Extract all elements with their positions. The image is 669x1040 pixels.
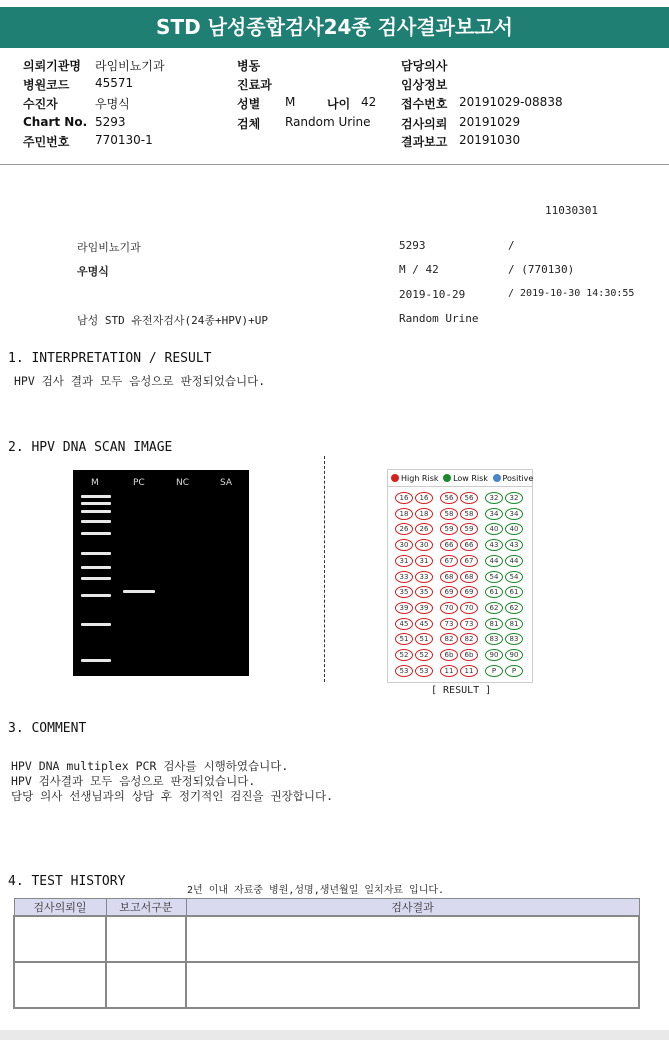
hpv-type-cell: 11 [460,665,478,677]
hpv-type-cell: P [505,665,523,677]
ladder-band [81,594,111,597]
patient-row [23,95,130,112]
summary-slash: / [508,239,515,252]
hpv-type-cell: 70 [440,602,458,614]
table-cell [106,962,186,1008]
dept-label: 진료과 [237,78,272,92]
sex-value: M [285,95,296,109]
resident-row [23,133,153,150]
hpv-type-cell: 45 [395,618,413,630]
hpv-type-cell: 11 [440,665,458,677]
hpv-type-cell: 35 [395,586,413,598]
hpv-type-cell: 30 [415,539,433,551]
hpv-type-cell: 68 [460,571,478,583]
resident-label: 주민번호 [23,135,70,149]
hpv-type-cell: 39 [415,602,433,614]
history-header-row [14,899,639,917]
receipt-label: 접수번호 [401,97,448,111]
hpv-type-cell: 43 [505,539,523,551]
specimen-label: 검체 [237,117,261,131]
summary-test-name: 남성 STD 유전자검사(24종+HPV)+UP [77,314,268,327]
ward-label: 병동 [237,59,261,73]
hpv-type-cell: 73 [440,618,458,630]
hpv-type-cell: 90 [485,649,503,661]
ladder-band [81,552,111,555]
request-row [401,115,521,132]
institution-value: 라임비뇨기과 [95,59,165,73]
pc-band [123,590,155,593]
section1-title: 1. INTERPRETATION / RESULT [8,351,212,366]
hpv-type-cell: 18 [415,508,433,520]
ladder-band [81,520,111,523]
hpv-type-cell: 52 [395,649,413,661]
legend-positive: Positive [502,474,534,483]
report-title: STD 남성종합검사24종 검사결과보고서 [0,7,669,48]
ladder-band [81,623,111,626]
gel-lane-label: SA [220,478,233,488]
report-label: 결과보고 [401,135,448,149]
table-cell [186,962,639,1008]
summary-chart: 5293 [399,239,426,252]
hpv-type-cell: 61 [485,586,503,598]
hpv-type-cell: 51 [395,633,413,645]
hpv-type-cell: 44 [505,555,523,567]
hpv-type-cell: 58 [440,508,458,520]
hpv-type-cell: 54 [485,571,503,583]
section2-title: 2. HPV DNA SCAN IMAGE [8,440,173,455]
summary-datetime2: / 2019-10-30 14:30:55 [508,288,635,299]
hpv-type-cell: 56 [440,492,458,504]
resident-value: 770130-1 [95,133,153,147]
hpv-type-cell: 54 [505,571,523,583]
age-value: 42 [361,95,377,109]
patient-label: 수진자 [23,97,58,111]
hpv-type-cell: 34 [505,508,523,520]
hpv-type-cell: 68 [440,571,458,583]
hpv-type-cell: 34 [485,508,503,520]
hpv-type-cell: 56 [460,492,478,504]
hpv-type-cell: 40 [485,523,503,535]
ladder-band [81,532,111,535]
hpv-type-cell: 83 [485,633,503,645]
hpv-type-cell: 82 [460,633,478,645]
section1-text: HPV 검사 결과 모두 음성으로 판정되었습니다. [14,374,266,388]
hpv-type-cell: 30 [395,539,413,551]
hpv-type-cell: 32 [485,492,503,504]
table-cell [106,916,186,962]
request-label: 검사의뢰 [401,117,448,131]
summary-date1: 2019-10-29 [399,288,466,301]
summary-specimen: Random Urine [399,312,479,325]
age-label: 나이 [327,97,351,111]
hpv-type-cell: 32 [505,492,523,504]
hospital-code-value: 45571 [95,76,134,90]
ladder-band [81,659,111,662]
history-table [13,898,640,1009]
summary-resident: / (770130) [508,263,575,276]
section4-note: 2년 이내 자료중 병원,성명,생년월일 일치자료 입니다. [187,885,445,896]
ladder-band [81,577,111,580]
hpv-type-cell: 26 [415,523,433,535]
image-divider [324,456,325,682]
hpv-type-cell: 66 [460,539,478,551]
table-row [14,916,639,962]
hpv-result-grid [387,469,533,683]
sex-row [237,95,377,112]
clinical-label: 임상정보 [401,78,448,92]
chart-row [23,115,126,129]
hpv-type-cell: 45 [415,618,433,630]
hpv-type-cell: 6b [440,649,458,661]
history-col-result: 검사결과 [186,899,639,917]
table-cell [186,916,639,962]
hpv-type-cell: 61 [505,586,523,598]
comment-line: HPV DNA multiplex PCR 검사를 시행하였습니다. [11,759,289,773]
hpv-type-cell: 67 [440,555,458,567]
hpv-type-cell: 62 [485,602,503,614]
receipt-value: 20191029-08838 [459,95,563,109]
gel-lane-label: M [91,478,99,488]
hpv-type-cell: 59 [460,523,478,535]
section3-title: 3. COMMENT [8,721,87,736]
hpv-type-cell: 26 [395,523,413,535]
chart-value: 5293 [95,115,126,129]
hpv-type-cell: 73 [460,618,478,630]
history-col-report-type: 보고서구분 [106,899,186,917]
hpv-type-cell: 66 [440,539,458,551]
positive-dot-icon [493,474,501,482]
hpv-type-cell: 69 [460,586,478,598]
hpv-type-cell: 62 [505,602,523,614]
hpv-type-cell: 6b [460,649,478,661]
institution-row [23,57,165,74]
table-cell [14,962,106,1008]
hpv-type-cell: 44 [485,555,503,567]
table-row [14,962,639,1008]
gel-image [73,470,249,676]
history-col-request-date: 검사의뢰일 [14,899,106,917]
hpv-type-cell: 51 [415,633,433,645]
hpv-type-cell: 18 [395,508,413,520]
ladder-band [81,566,111,569]
hpv-type-cell: 35 [415,586,433,598]
patient-value: 우명식 [95,97,130,111]
high-risk-dot-icon [391,474,399,482]
hpv-type-cell: 31 [395,555,413,567]
comment-line: HPV 검사결과 모두 음성으로 판정되었습니다. [11,774,256,788]
gel-lane-label: PC [133,478,145,488]
specimen-value: Random Urine [285,115,371,129]
sex-label: 성별 [237,97,261,111]
report-row [401,133,521,150]
table-cell [14,916,106,962]
hpv-type-cell: 69 [440,586,458,598]
request-value: 20191029 [459,115,521,129]
hpv-type-cell: 43 [485,539,503,551]
ladder-band [81,495,111,498]
hpv-type-cell: P [485,665,503,677]
receipt-row [401,95,563,112]
hpv-type-cell: 39 [395,602,413,614]
doctor-label: 담당의사 [401,59,448,73]
hpv-type-cell: 70 [460,602,478,614]
hpv-type-cell: 81 [505,618,523,630]
hpv-type-cell: 52 [415,649,433,661]
comment-line: 담당 의사 선생님과의 상담 후 정기적인 검진을 권장합니다. [11,789,334,803]
summary-patient: 우명식 [77,265,109,278]
hpv-type-cell: 33 [395,571,413,583]
hpv-type-cell: 58 [460,508,478,520]
hpv-type-cell: 53 [415,665,433,677]
low-risk-dot-icon [443,474,451,482]
hpv-type-cell: 81 [485,618,503,630]
legend-low-risk: Low Risk [453,474,488,483]
legend-high-risk: High Risk [401,474,439,483]
hpv-type-cell: 83 [505,633,523,645]
grid-caption: [ RESULT ] [431,685,492,696]
report-value: 20191030 [459,133,521,147]
hpv-type-cell: 82 [440,633,458,645]
hpv-type-cell: 40 [505,523,523,535]
hospital-code-row [23,76,134,93]
summary-sex-age: M / 42 [399,263,439,276]
summary-clinic: 라임비뇨기과 [77,241,141,254]
chart-label: Chart No. [23,115,88,129]
ladder-band [81,510,111,513]
specimen-row [237,115,371,132]
hpv-type-cell: 53 [395,665,413,677]
hpv-type-cell: 16 [395,492,413,504]
hpv-type-cell: 33 [415,571,433,583]
ladder-band [81,502,111,505]
hpv-type-cell: 67 [460,555,478,567]
header-divider [0,164,669,165]
hpv-type-cell: 90 [505,649,523,661]
summary-code: 11030301 [545,204,598,217]
institution-label: 의뢰기관명 [23,59,81,73]
section4-title: 4. TEST HISTORY [8,874,126,889]
hpv-type-cell: 31 [415,555,433,567]
hpv-type-cell: 16 [415,492,433,504]
grid-legend [388,470,532,487]
hpv-type-cell: 59 [440,523,458,535]
gel-lane-label: NC [176,478,190,488]
hospital-code-label: 병원코드 [23,78,70,92]
